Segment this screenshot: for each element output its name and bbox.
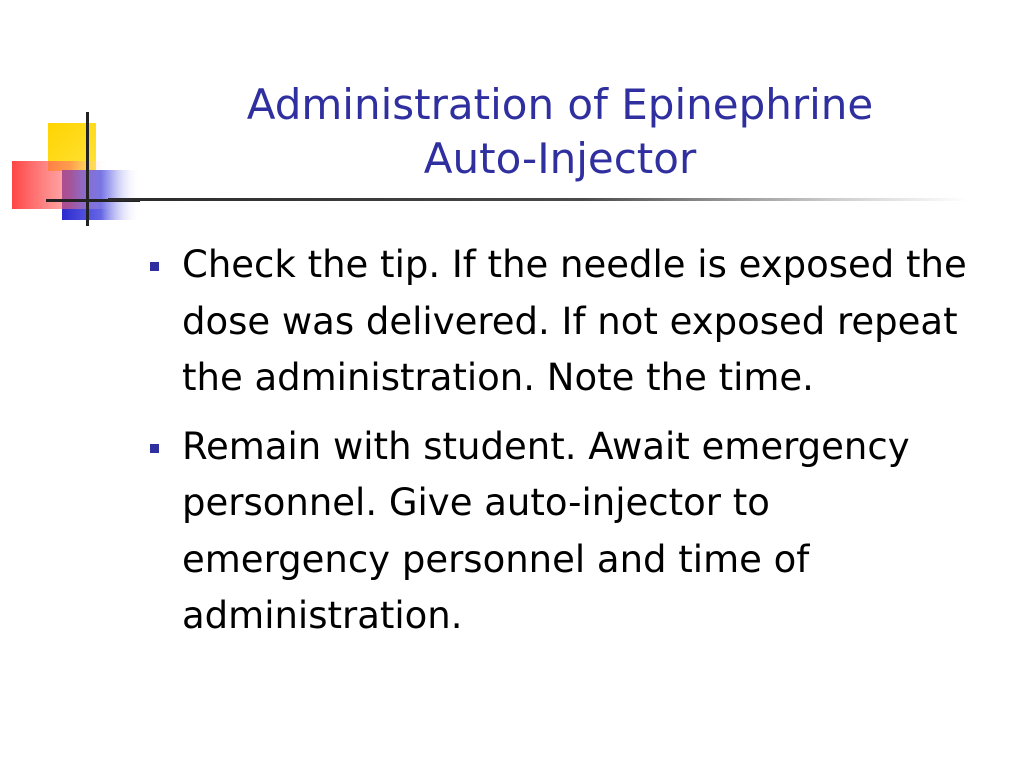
- slide-title: [150, 78, 970, 186]
- bullet-text: Remain with student. Await emergency personnel. Give auto-injector to emergency personnel and time of administration.: [182, 424, 910, 637]
- bullet-item: [150, 419, 990, 645]
- bullet-list: [150, 237, 990, 657]
- square-bullet-icon: [150, 262, 159, 271]
- decorative-logo-icon: [0, 0, 140, 240]
- logo-vertical-line: [86, 112, 89, 226]
- bullet-text: Check the tip. If the needle is exposed the dose was delivered. If not exposed repeat the administration. Note the time.: [182, 243, 967, 399]
- slide-title-line-2: Auto-Injector: [423, 134, 697, 183]
- title-divider: [108, 198, 968, 201]
- square-bullet-icon: [150, 444, 159, 453]
- bullet-item: [150, 237, 990, 407]
- slide-title-line-1: Administration of Epinephrine: [246, 80, 874, 129]
